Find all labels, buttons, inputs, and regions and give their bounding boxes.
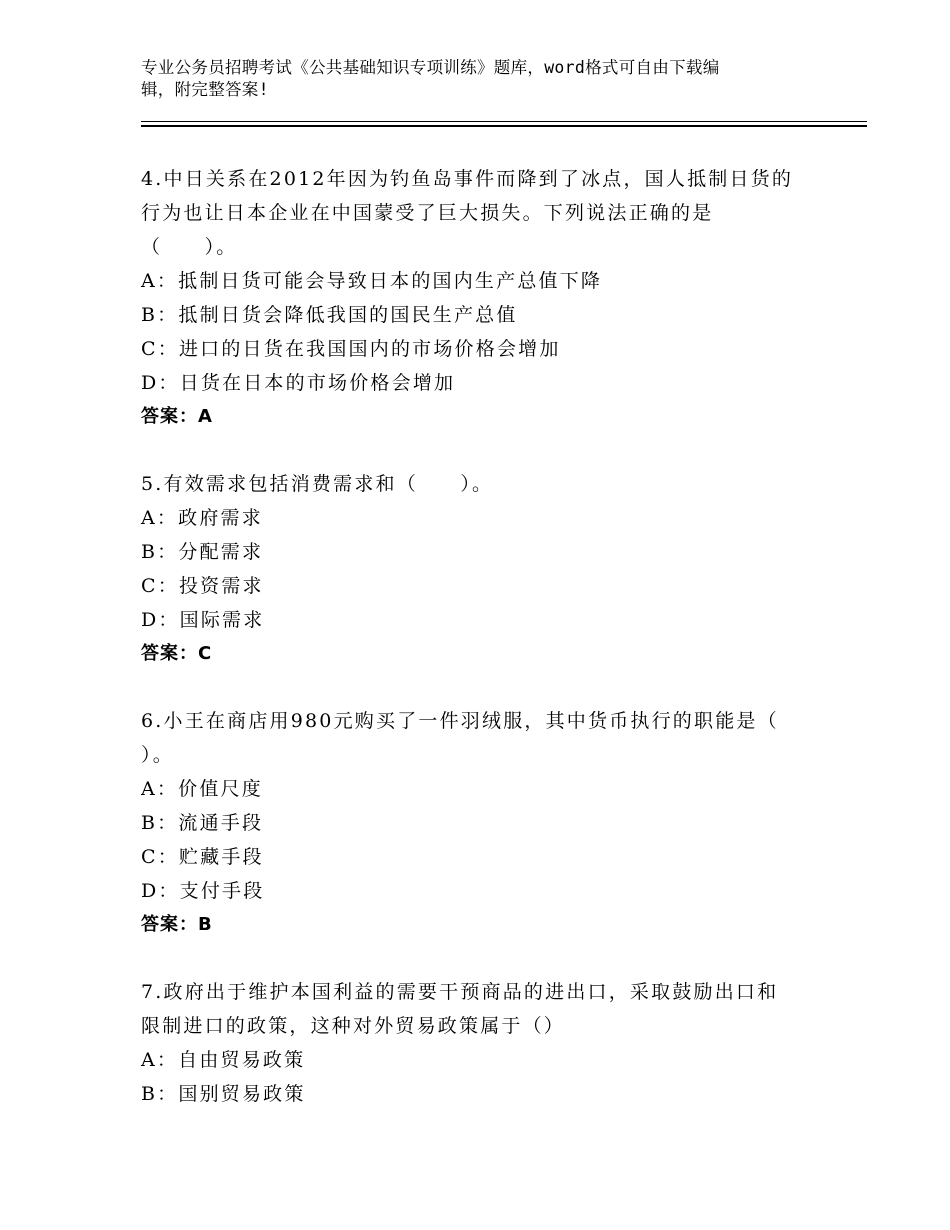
option-a: A：抵制日货可能会导致日本的国内生产总值下降 (141, 270, 603, 292)
question-stem-line: 6.小王在商店用980元购买了一件羽绒服，其中货币执行的职能是（ (141, 710, 779, 732)
question-stem-line: 7.政府出于维护本国利益的需要干预商品的进出口，采取鼓励出口和 (141, 981, 779, 1003)
option-b: B：国别贸易政策 (141, 1083, 306, 1105)
option-a: A：自由贸易政策 (141, 1049, 306, 1071)
option-c: C：投资需求 (141, 575, 264, 597)
option-b: B：抵制日货会降低我国的国民生产总值 (141, 304, 518, 326)
answer-label: 答案：C (141, 643, 213, 664)
question-list (141, 162, 821, 1144)
option-d: D：支付手段 (141, 880, 265, 902)
header-line-1: 专业公务员招聘考试《公共基础知识专项训练》题库，word格式可自由下载编 (141, 58, 720, 77)
header-divider-thin (141, 121, 867, 122)
header-divider-thick (141, 125, 867, 127)
question-4 (141, 162, 821, 434)
header-line-2: 辑，附完整答案! (141, 80, 269, 99)
question-7 (141, 975, 821, 1111)
option-c: C：进口的日货在我国国内的市场价格会增加 (141, 338, 561, 360)
question-5 (141, 467, 821, 671)
answer-label: 答案：A (141, 406, 213, 427)
option-a: A：价值尺度 (141, 778, 263, 800)
option-c: C：贮藏手段 (141, 846, 264, 868)
option-a: A：政府需求 (141, 507, 263, 529)
question-stem-line: ）。 (141, 744, 174, 766)
document-header (141, 57, 801, 101)
question-stem-line: （ ）。 (141, 236, 238, 258)
question-stem-line: 5.有效需求包括消费需求和（ ）。 (141, 473, 494, 495)
option-d: D：国际需求 (141, 609, 265, 631)
question-stem-line: 行为也让日本企业在中国蒙受了巨大损失。下列说法正确的是 (141, 202, 714, 224)
option-b: B：分配需求 (141, 541, 264, 563)
question-stem-line: 4.中日关系在2012年因为钓鱼岛事件而降到了冰点，国人抵制日货的 (141, 168, 794, 190)
question-stem-line: 限制进口的政策，这种对外贸易政策属于（） (141, 1015, 566, 1037)
question-6 (141, 704, 821, 942)
option-d: D：日货在日本的市场价格会增加 (141, 372, 456, 394)
option-b: B：流通手段 (141, 812, 264, 834)
answer-label: 答案：B (141, 914, 213, 935)
